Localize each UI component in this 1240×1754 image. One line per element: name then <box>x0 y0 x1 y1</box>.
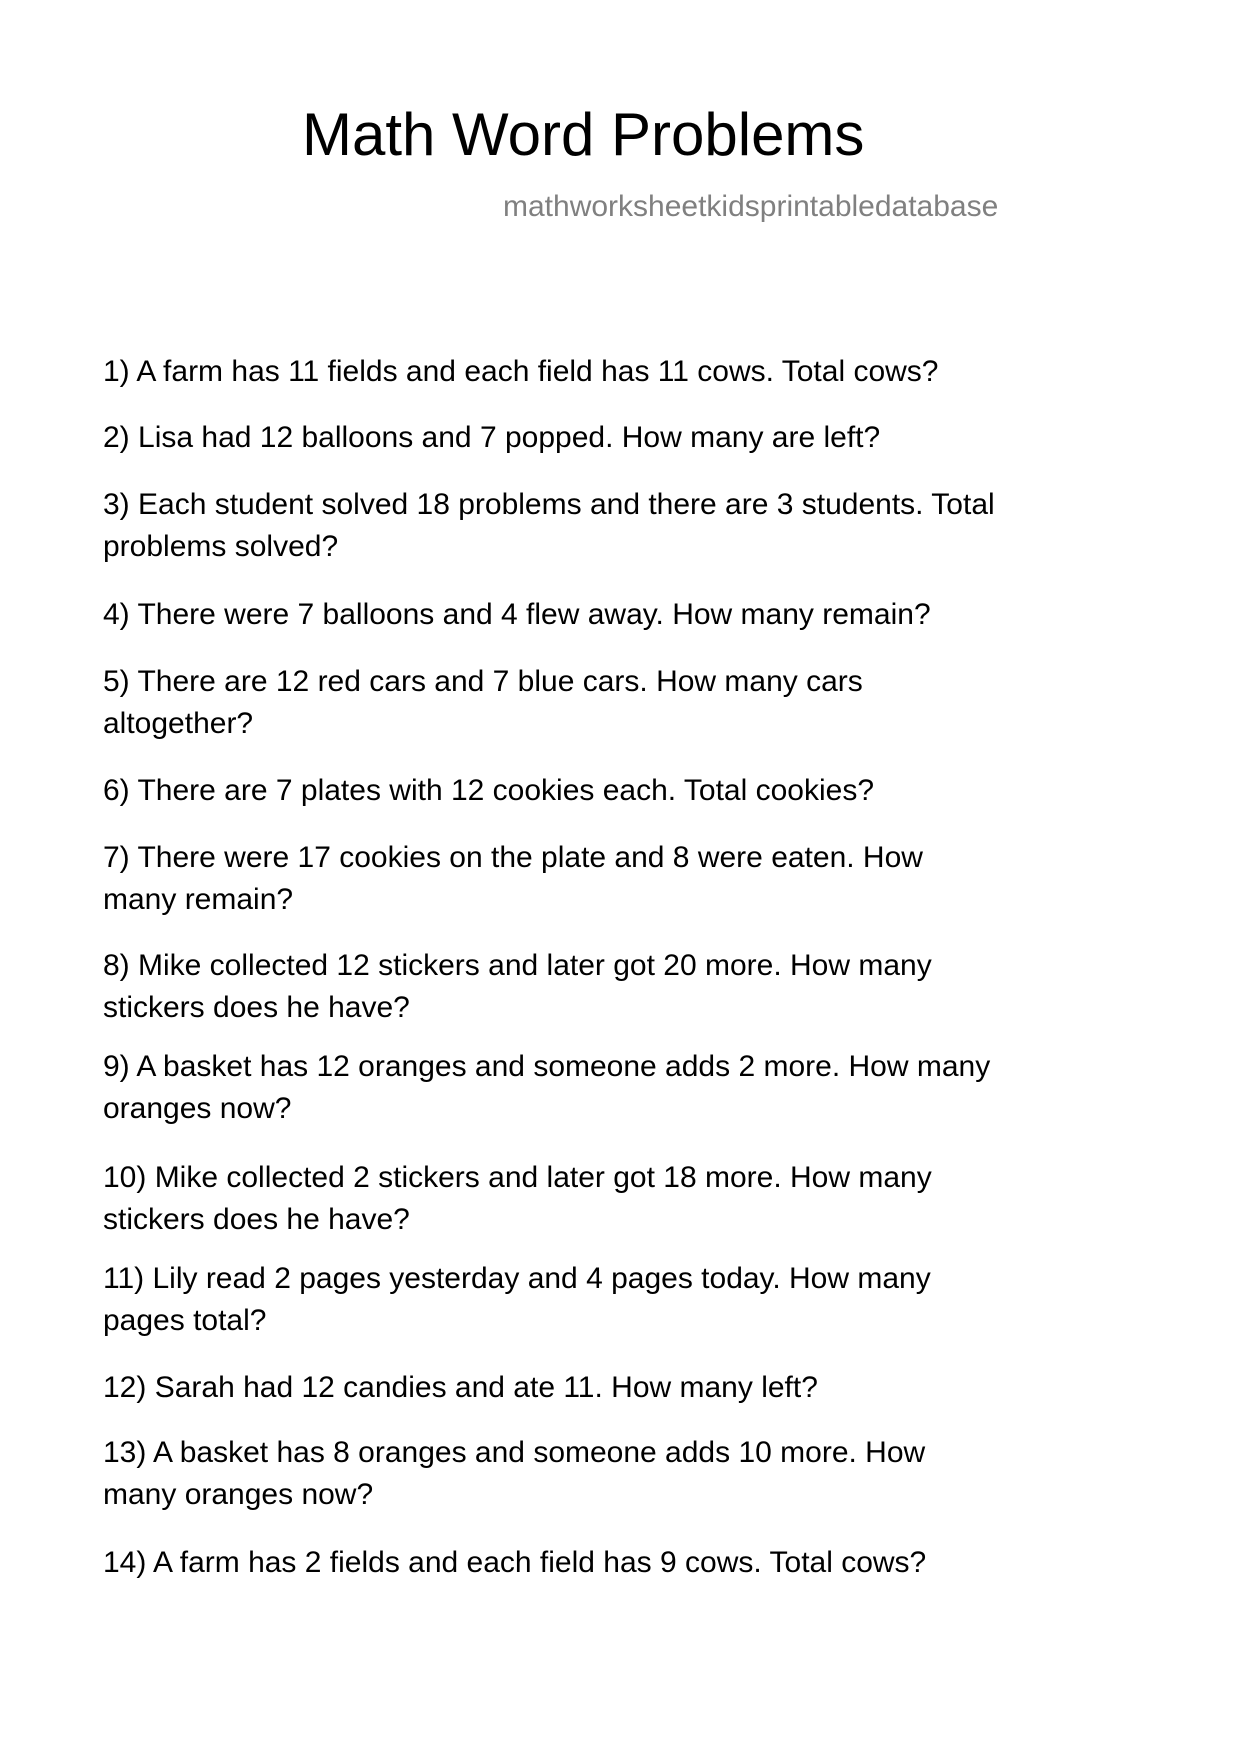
problem-1 <box>103 351 938 393</box>
problem-6 <box>103 770 874 812</box>
problem-text: 4) There were 7 balloons and 4 flew away. How many remain? <box>103 598 931 631</box>
problem-10 <box>103 1157 932 1241</box>
problem-text: 7) There were 17 cookies on the plate and 8 were eaten. How <box>103 841 923 874</box>
problem-3 <box>103 484 995 568</box>
problem-text: 2) Lisa had 12 balloons and 7 popped. How many are left? <box>103 421 881 454</box>
problem-text-continued: many oranges now? <box>103 1478 374 1511</box>
problem-11 <box>103 1258 931 1342</box>
problem-text: 13) A basket has 8 oranges and someone adds 10 more. How <box>103 1436 926 1469</box>
problem-text-continued: stickers does he have? <box>103 991 410 1024</box>
page-title: Math Word Problems <box>302 101 865 168</box>
problem-text: 1) A farm has 11 fields and each field has 11 cows. Total cows? <box>103 355 939 388</box>
problem-13 <box>103 1432 925 1516</box>
problem-text: 9) A basket has 12 oranges and someone adds 2 more. How many <box>103 1050 991 1083</box>
problem-text: 6) There are 7 plates with 12 cookies each. Total cookies? <box>103 774 875 807</box>
problem-text: 12) Sarah had 12 candies and ate 11. How many left? <box>103 1371 818 1404</box>
problem-9 <box>103 1046 990 1130</box>
problem-text-continued: oranges now? <box>103 1092 292 1125</box>
problem-14 <box>103 1542 926 1584</box>
problem-7 <box>103 837 923 921</box>
problem-text-continued: altogether? <box>103 707 254 740</box>
problem-5 <box>103 661 863 745</box>
problem-4 <box>103 594 931 636</box>
problem-text: 14) A farm has 2 fields and each field has 9 cows. Total cows? <box>103 1546 927 1579</box>
problem-text-continued: stickers does he have? <box>103 1203 410 1236</box>
problem-text-continued: problems solved? <box>103 530 339 563</box>
problem-text-continued: pages total? <box>103 1304 267 1337</box>
problem-text-continued: many remain? <box>103 883 294 916</box>
problem-text: 3) Each student solved 18 problems and there are 3 students. Total <box>103 488 995 521</box>
problem-text: 10) Mike collected 2 stickers and later got 18 more. How many <box>103 1161 932 1194</box>
problem-text: 5) There are 12 red cars and 7 blue cars. How many cars <box>103 665 863 698</box>
problem-text: 11) Lily read 2 pages yesterday and 4 pages today. How many <box>103 1262 931 1295</box>
problem-12 <box>103 1367 818 1409</box>
problem-8 <box>103 945 932 1029</box>
source-watermark: mathworksheetkidsprintabledatabase <box>503 190 999 223</box>
problem-text: 8) Mike collected 12 stickers and later got 20 more. How many <box>103 949 932 982</box>
problem-2 <box>103 417 880 459</box>
